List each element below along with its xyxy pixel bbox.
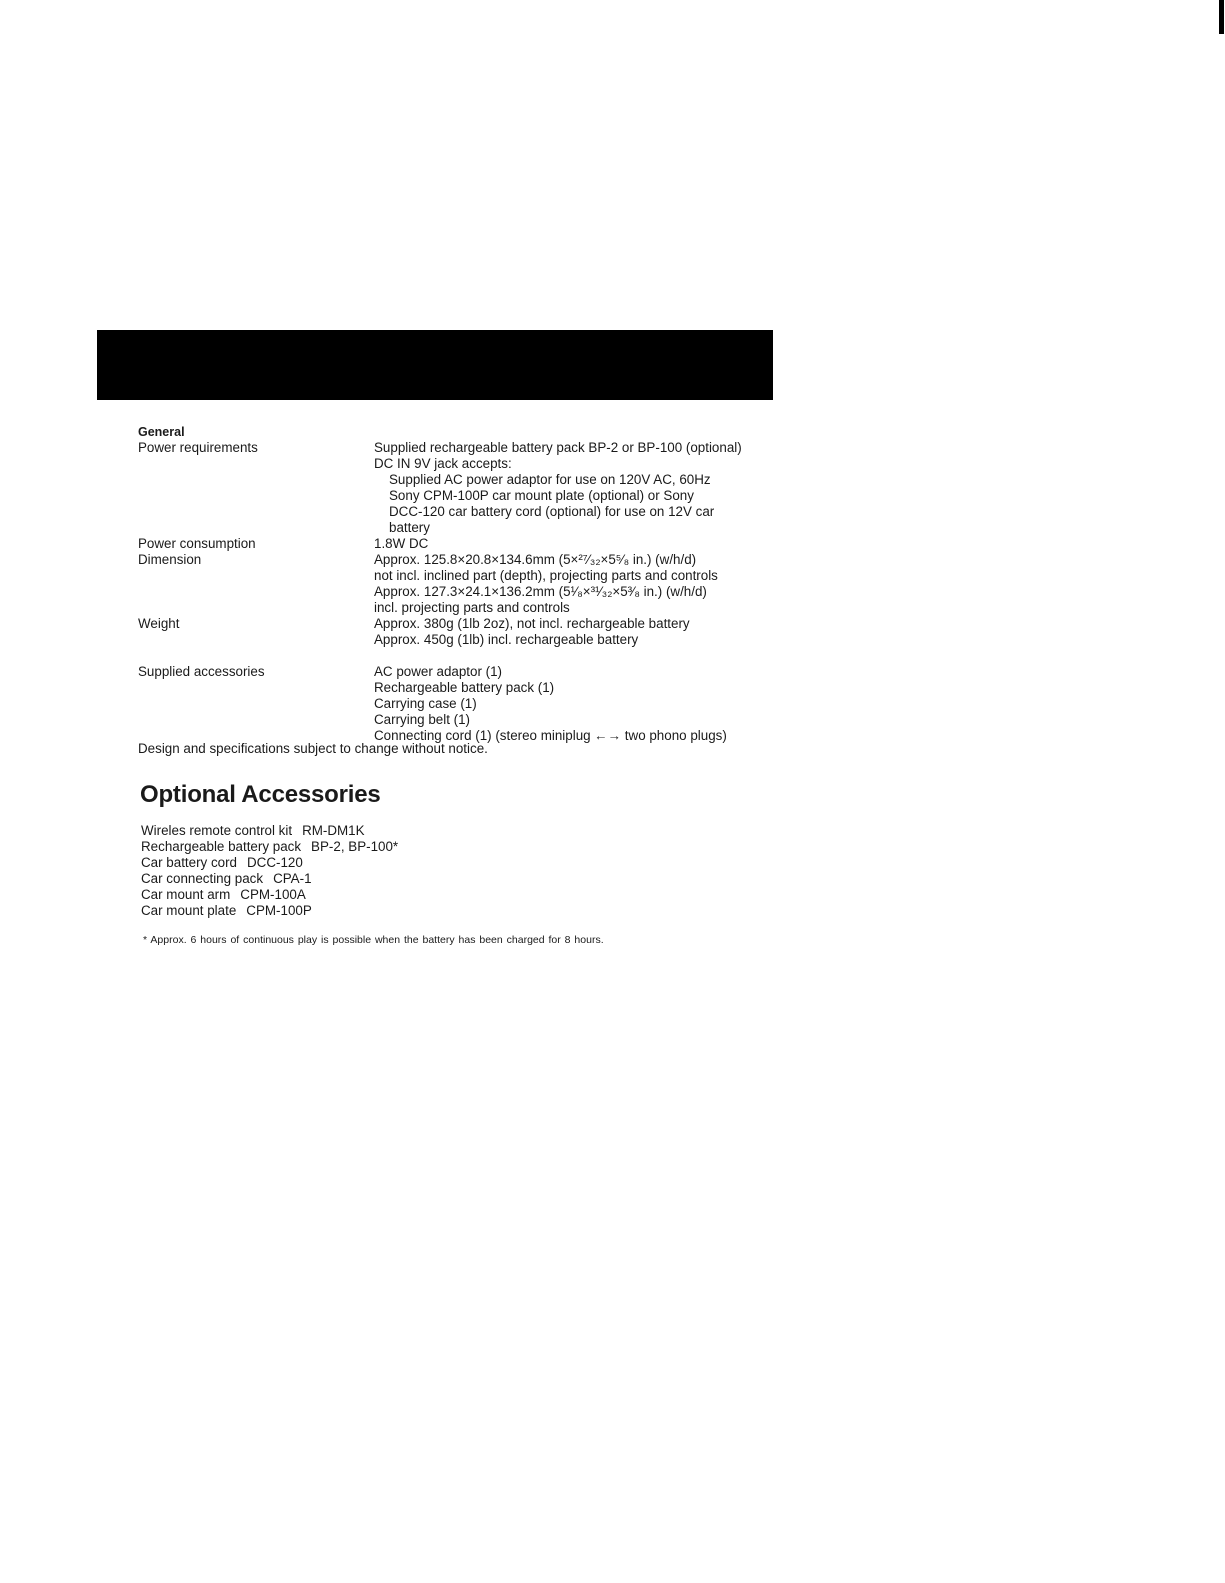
list-item [141, 855, 398, 871]
spec-label: Supplied accessories [138, 664, 265, 679]
spec-label: Power consumption [138, 536, 256, 551]
accessory-name: Car battery cord [141, 855, 238, 870]
list-item [141, 871, 398, 887]
accessory-name: Car connecting pack [141, 871, 264, 886]
spec-row-power-requirements [138, 440, 778, 536]
spec-line: 1.8W DC [374, 536, 429, 551]
section-title-optional-accessories: Optional Accessories [140, 781, 381, 808]
spec-line: not incl. inclined part (depth), projecting parts and controls [374, 568, 718, 583]
list-item [141, 903, 398, 919]
spec-line: Approx. 380g (1lb 2oz), not incl. rechargeable battery [374, 616, 690, 631]
disclaimer: Design and specifications subject to change without notice. [138, 741, 488, 756]
spec-value [374, 440, 778, 536]
spec-line: AC power adaptor (1) [374, 664, 503, 679]
specifications [138, 424, 778, 744]
accessory-model: CPM-100A [240, 887, 306, 902]
accessory-model: CPM-100P [246, 903, 312, 918]
spec-line: Sony CPM-100P car mount plate (optional) or Sony [389, 488, 694, 503]
spec-line: battery [389, 520, 430, 535]
accessory-name: Wireles remote control kit [141, 823, 293, 838]
spec-row-weight [138, 616, 778, 664]
spec-line: Rechargeable battery pack (1) [374, 680, 555, 695]
spec-line: Supplied rechargeable battery pack BP-2 or BP-100 (optional) [374, 440, 742, 455]
accessory-name: Car mount arm [141, 887, 231, 902]
section-heading-general: General [138, 425, 185, 439]
accessory-name: Rechargeable battery pack [141, 839, 302, 854]
accessory-name: Car mount plate [141, 903, 237, 918]
list-item [141, 839, 398, 855]
spec-line: Connecting cord (1) (stereo miniplug ←→ two phono plugs) [374, 728, 727, 743]
accessory-model: BP-2, BP-100* [311, 839, 399, 854]
spec-row-supplied-accessories [138, 664, 778, 744]
spec-value [374, 536, 778, 552]
spec-line: DC IN 9V jack accepts: [374, 456, 512, 471]
spec-line: Approx. 450g (1lb) incl. rechargeable battery [374, 632, 639, 647]
spec-label: Power requirements [138, 440, 258, 455]
spec-line: Approx. 127.3×24.1×136.2mm (5¹⁄₈×³¹⁄₃₂×5³⁄₈ in.) (w/h/d) [374, 584, 707, 599]
spec-line: incl. projecting parts and controls [374, 600, 570, 615]
footnote: * Approx. 6 hours of continuous play is possible when the battery has been charged for 8 hours. [143, 934, 604, 946]
spec-line: Carrying case (1) [374, 696, 477, 711]
accessory-model: RM-DM1K [302, 823, 365, 838]
header-banner [97, 330, 773, 400]
spec-line: DCC-120 car battery cord (optional) for use on 12V car [389, 504, 715, 519]
spec-line: Supplied AC power adaptor for use on 120V AC, 60Hz [389, 472, 711, 487]
spec-value [374, 664, 778, 744]
list-item [141, 887, 398, 903]
accessory-model: DCC-120 [247, 855, 303, 870]
spec-line: Approx. 125.8×20.8×134.6mm (5×²⁷⁄₃₂×5⁵⁄₈ in.) (w/h/d) [374, 552, 697, 567]
optional-accessories-list [141, 823, 398, 919]
spec-row-power-consumption [138, 536, 778, 552]
list-item [141, 823, 398, 839]
spec-label: Dimension [138, 552, 202, 567]
spec-line: Carrying belt (1) [374, 712, 470, 727]
spec-value [374, 552, 778, 616]
edge-rule [1219, 0, 1224, 34]
spec-row-dimension [138, 552, 778, 616]
spec-label: Weight [138, 616, 180, 631]
spec-value [374, 616, 778, 664]
accessory-model: CPA-1 [273, 871, 312, 886]
